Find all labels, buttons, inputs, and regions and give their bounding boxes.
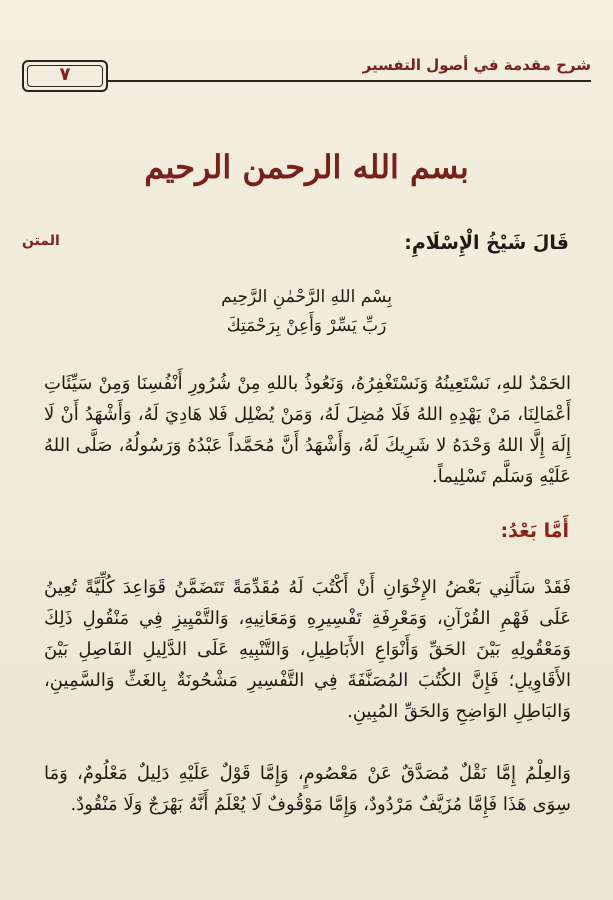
page-number: ٧ [22,60,108,92]
section-heading-amma: أَمَّا بَعْدُ: [500,520,569,542]
paragraph-3: وَالعِلْمُ إِمَّا نَقْلٌ مُصَدَّقٌ عَنْ مَعْصُومٍ، وَإِمَّا قَوْلٌ عَلَيْهِ دَلِيلٌ مَعْلُومٌ، وَمَا سِوَى هَذَا فَإِمَّا مُزَيَّفٌ مَرْدُودٌ، وَإِمَّا مَوْقُوفٌ لَا يُعْلَمُ أَنَّهُ بَهْرَجٌ وَلَا مَنْقُودٌ. [44,763,571,815]
margin-label: المتن [22,233,60,249]
header-rule [108,80,591,82]
invocation-line-1: بِسْم اللهِ الرَّحْمٰنِ الرَّحِيم [221,287,392,307]
basmala-calligraphy: بسم الله الرحمن الرحيم [144,148,469,186]
paragraph-1: الحَمْدُ للهِ، نَسْتَعِينُهُ وَنَسْتَغْفِرُهُ، وَنَعُوذُ باللهِ مِنْ شُرُورِ أَنْفُسِنَا وَمِنْ سَيِّئَاتِ أَعْمَالِنَا، مَنْ يَهْدِهِ اللهُ فَلَا مُضِلَ لَهُ، وَمَنْ يُضْلِل فَلا هَادِيَ لَهُ، وَأَشْهَدُ أَنْ لَا إِلَهَ إِلَّا اللهُ وَحْدَهُ لا شَرِيكَ لَهُ، وَأَشْهَدُ أَنَّ مُحَمَّداً عَبْدُهُ وَرَسُولُهُ، صَلَّى اللهُ عَلَيْهِ وَسَلَّم تَسْلِيماً. [44,373,571,487]
paragraph-2: فَقَدْ سَأَلَنِي بَعْضُ الإِخْوَانِ أَنْ أَكْتُبَ لَهُ مُقَدِّمَةً تَتَضَمَّنُ قَوَاعِدَ كُلِّيَّةً تُعِينُ عَلَى فَهْمِ القُرْآنِ، وَمَعْرِفَةِ تَفْسِيرِهِ وَمَعَانِيهِ، وَالتَّمْيِيزِ فِي مَنْقُولِ ذَلِكَ وَمَعْقُولِهِ بَيْنَ الحَقِّ وَأَنْوَاعِ الأَبَاطِيلِ، وَالتَّنْبِيهِ عَلَى الدَّلِيلِ الفَاصِلِ بَيْنَ الأَقَاوِيلِ؛ فَإِنَّ الكُتُبَ المُصَنَّفَةَ فِي التَّفْسِيرِ مَشْحُونَةٌ بِالغَثِّ وَالسَّمِينِ، وَالبَاطِلِ الوَاضِحِ وَالحَقِّ المُبِينِ. [44,577,571,722]
book-title: شرح مقدمة في أصول التفسير [362,56,591,74]
section-heading-sheikh: قَالَ شَيْخُ الْإِسْلَامِ: [404,232,569,254]
invocation-line-2: رَبِّ يَسِّرْ وَأَعِنْ بِرَحْمَتِكَ [226,316,387,336]
running-header [22,54,591,94]
